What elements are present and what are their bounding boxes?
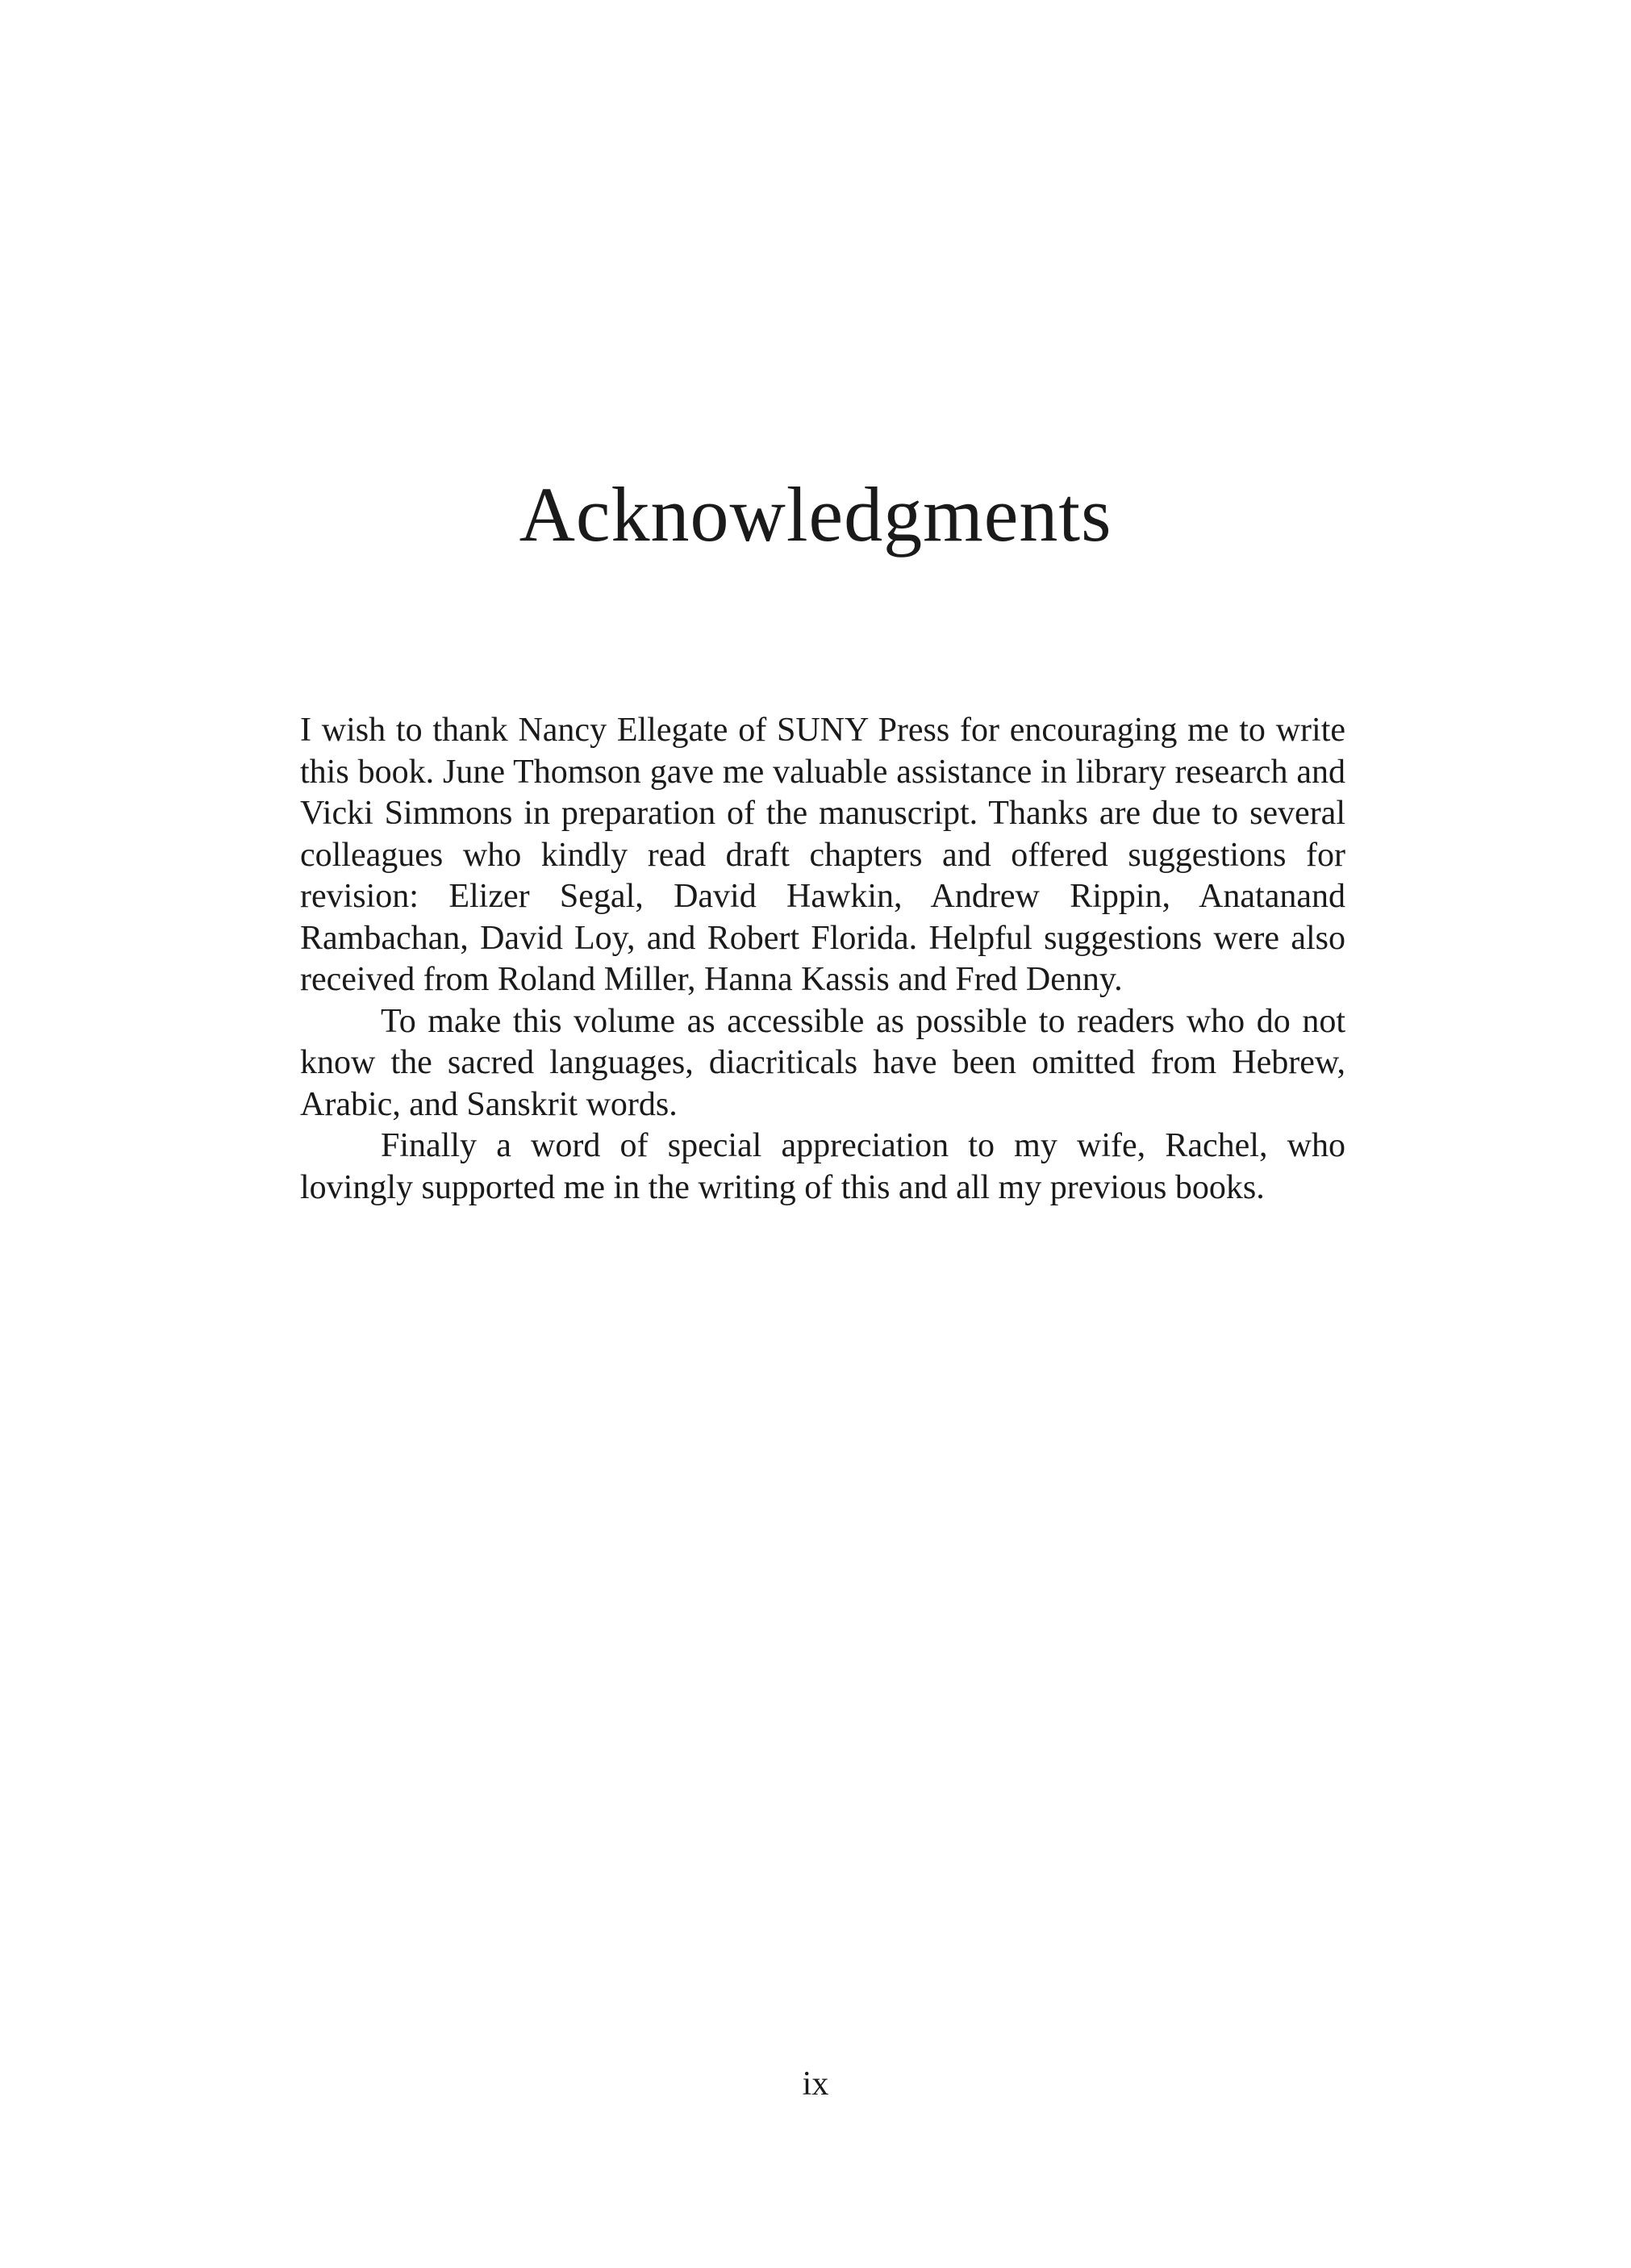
paragraph-2: To make this volume as accessible as possible to readers who do not know the sacred languages, diacriticals have been omitted from Hebrew, Arabic, and Sanskrit words. xyxy=(300,1002,1345,1123)
page-title: Acknowledgments xyxy=(519,471,1112,558)
paragraph-3: Finally a word of special appreciation to my wife, Rachel, who lovingly supported me in the writing of this and all my previous books. xyxy=(300,1127,1345,1206)
paragraph-1: I wish to thank Nancy Ellegate of SUNY Press for encouraging me to write this book. June Thomson gave me valuable assistance in library research and Vicki Simmons in preparation of the manuscript. Thanks are due to several colleagues who kindly read draft chapters and offered suggestions for revision: Elizer Segal, David Hawkin, Andrew Rippin, Anatanand Rambachan, David Loy, and Robert Florida. Helpful suggestions were also received from Roland Miller, Hanna Kassis and Fred Denny. xyxy=(300,712,1345,998)
acknowledgments-body xyxy=(300,710,1345,1209)
page-number: ix xyxy=(802,2065,829,2103)
